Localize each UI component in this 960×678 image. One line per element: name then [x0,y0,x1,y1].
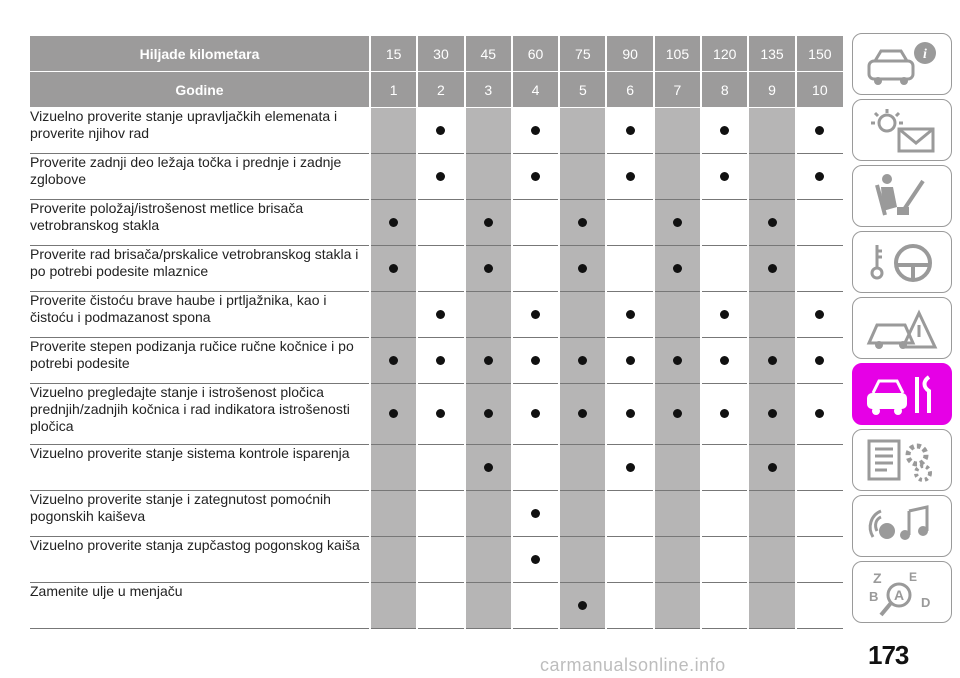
schedule-cell [796,445,843,491]
schedule-cell [796,108,843,154]
check-dot [436,310,445,319]
table-row [30,154,843,200]
schedule-cell [748,200,795,246]
schedule-cell [748,108,795,154]
check-dot [531,555,540,564]
check-dot [389,356,398,365]
check-dot [720,126,729,135]
schedule-cell [417,108,464,154]
table-row [30,445,843,491]
check-dot [720,356,729,365]
schedule-cell [559,292,606,338]
roadside-emergency-icon [863,303,941,353]
schedule-cell [701,338,748,384]
schedule-cell [370,292,417,338]
schedule-cell [370,338,417,384]
schedule-cell [796,491,843,537]
schedule-cell [748,583,795,629]
check-dot [531,509,540,518]
schedule-cell [701,583,748,629]
check-dot [720,172,729,181]
check-dot [436,356,445,365]
table-row [30,537,843,583]
schedule-cell [370,537,417,583]
schedule-cell [748,338,795,384]
check-dot [720,409,729,418]
schedule-cell [654,154,701,200]
schedule-cell [606,445,653,491]
schedule-cell [701,491,748,537]
km-header-9: 135 [748,36,795,72]
check-dot [626,463,635,472]
year-header-5: 5 [559,72,606,108]
schedule-cell [796,384,843,445]
schedule-cell [417,338,464,384]
km-header-label: Hiljade kilometara [30,36,370,72]
schedule-cell [606,583,653,629]
schedule-cell [370,154,417,200]
row-label: Proverite zadnji deo ležaja točka i prednje i zadnje zglobove [30,154,370,200]
check-dot [673,356,682,365]
sidebar-tab-roadside-emergency[interactable] [852,297,952,359]
car-info-icon [863,39,941,89]
km-header-1: 15 [370,36,417,72]
check-dot [531,126,540,135]
schedule-cell [748,292,795,338]
svg-text:Z: Z [873,570,882,586]
row-label: Proverite rad brisača/prskalice vetrobranskog stakla i po potrebi podesite mlaznice [30,246,370,292]
schedule-cell [701,537,748,583]
check-dot [673,264,682,273]
check-dot [389,218,398,227]
schedule-cell [559,154,606,200]
schedule-cell [654,200,701,246]
schedule-cell [465,292,512,338]
year-header-9: 9 [748,72,795,108]
svg-text:E: E [909,570,918,584]
svg-text:D: D [921,595,931,610]
schedule-cell [654,108,701,154]
schedule-cell [796,292,843,338]
check-dot [436,409,445,418]
schedule-cell [417,200,464,246]
schedule-cell [796,583,843,629]
sidebar-tab-multimedia[interactable] [852,495,952,557]
check-dot [815,172,824,181]
table-row [30,292,843,338]
car-maintenance-icon [863,369,941,419]
schedule-cell [465,200,512,246]
schedule-cell [465,338,512,384]
schedule-cell [370,246,417,292]
schedule-cell [748,246,795,292]
sidebar-tab-car-info[interactable] [852,33,952,95]
check-dot [626,409,635,418]
schedule-cell [512,491,559,537]
check-dot [673,218,682,227]
technical-data-icon [863,435,941,485]
sidebar-tab-key-steering-wheel[interactable] [852,231,952,293]
schedule-cell [654,384,701,445]
svg-text:i: i [923,47,927,62]
year-header-4: 4 [512,72,559,108]
schedule-cell [559,445,606,491]
year-header-8: 8 [701,72,748,108]
check-dot [531,356,540,365]
check-dot [484,264,493,273]
check-dot [578,218,587,227]
schedule-cell [606,338,653,384]
table-row [30,108,843,154]
schedule-cell [796,246,843,292]
schedule-cell [748,445,795,491]
schedule-cell [512,338,559,384]
check-dot [531,310,540,319]
check-dot [815,126,824,135]
schedule-cell [559,246,606,292]
km-header-7: 105 [654,36,701,72]
check-dot [626,356,635,365]
year-header-2: 2 [417,72,464,108]
row-label: Proverite položaj/istrošenost metlice brisača vetrobranskog stakla [30,200,370,246]
table-row [30,384,843,445]
check-dot [484,356,493,365]
schedule-cell [606,292,653,338]
km-header-row [30,36,843,72]
schedule-cell [559,491,606,537]
index-search-icon [863,567,941,617]
schedule-cell [465,246,512,292]
check-dot [531,409,540,418]
schedule-cell [748,537,795,583]
schedule-cell [701,445,748,491]
watermark: carmanualsonline.info [540,655,726,675]
row-label: Vizuelno proverite stanje upravljačkih elemenata i proverite njihov rad [30,108,370,154]
page-number: 173 [868,640,909,670]
check-dot [626,172,635,181]
check-dot [578,264,587,273]
schedule-cell [559,338,606,384]
km-header-2: 30 [417,36,464,72]
schedule-cell [701,384,748,445]
schedule-cell [512,537,559,583]
schedule-cell [465,154,512,200]
schedule-cell [370,384,417,445]
schedule-cell [606,154,653,200]
table-row [30,246,843,292]
schedule-cell [748,154,795,200]
row-label: Vizuelno proverite stanje sistema kontrole isparenja [30,445,370,491]
check-dot [389,264,398,273]
check-dot [626,126,635,135]
years-header-label: Godine [30,72,370,108]
year-header-7: 7 [654,72,701,108]
check-dot [720,310,729,319]
schedule-cell [370,108,417,154]
schedule-cell [559,200,606,246]
schedule-cell [512,246,559,292]
table-row [30,338,843,384]
schedule-cell [654,338,701,384]
schedule-cell [465,445,512,491]
schedule-cell [417,154,464,200]
schedule-cell [512,154,559,200]
schedule-cell [796,537,843,583]
schedule-cell [370,491,417,537]
check-dot [578,356,587,365]
check-dot [531,172,540,181]
row-label: Vizuelno proverite stanja zupčastog pogonskog kaiša [30,537,370,583]
schedule-cell [417,246,464,292]
row-label: Vizuelno pregledajte stanje i istrošenost pločica prednjih/zadnjih kočnica i rad indikatora istrošenosti pločica [30,384,370,445]
schedule-cell [796,338,843,384]
row-label: Vizuelno proverite stanje i zategnutost pomoćnih pogonskih kaiševa [30,491,370,537]
check-dot [484,463,493,472]
schedule-cell [465,537,512,583]
schedule-cell [701,154,748,200]
schedule-cell [417,445,464,491]
schedule-cell [606,384,653,445]
check-dot [768,356,777,365]
sidebar-tab-car-maintenance[interactable] [852,363,952,425]
schedule-cell [606,246,653,292]
table-row [30,583,843,629]
schedule-cell [370,583,417,629]
schedule-cell [512,200,559,246]
check-dot [578,601,587,610]
sidebar-tab-seat-safety[interactable] [852,165,952,227]
schedule-cell [748,384,795,445]
check-dot [768,218,777,227]
check-dot [626,310,635,319]
sidebar-tab-warning-lights[interactable] [852,99,952,161]
warning-lights-icon [863,105,941,155]
schedule-cell [512,445,559,491]
row-label: Proverite čistoću brave haube i prtljažnika, kao i čistoću i podmazanost spona [30,292,370,338]
schedule-cell [417,491,464,537]
table-row [30,491,843,537]
schedule-cell [606,200,653,246]
multimedia-icon [863,501,941,551]
schedule-cell [701,108,748,154]
year-header-6: 6 [606,72,653,108]
schedule-cell [512,108,559,154]
schedule-cell [512,384,559,445]
year-header-10: 10 [796,72,843,108]
schedule-cell [465,583,512,629]
check-dot [436,172,445,181]
schedule-cell [654,292,701,338]
maintenance-schedule-table [30,36,843,629]
schedule-cell [370,200,417,246]
km-header-3: 45 [465,36,512,72]
chapter-sidebar [852,33,952,627]
schedule-cell [606,537,653,583]
check-dot [815,356,824,365]
schedule-cell [417,537,464,583]
schedule-cell [465,108,512,154]
km-header-8: 120 [701,36,748,72]
check-dot [768,409,777,418]
check-dot [815,310,824,319]
schedule-cell [559,384,606,445]
schedule-cell [559,537,606,583]
table-body [30,108,843,629]
schedule-cell [701,292,748,338]
schedule-cell [606,491,653,537]
check-dot [578,409,587,418]
table-row [30,200,843,246]
schedule-cell [512,583,559,629]
seat-safety-icon [863,171,941,221]
schedule-cell [417,292,464,338]
row-label: Zamenite ulje u menjaču [30,583,370,629]
schedule-cell [465,491,512,537]
check-dot [436,126,445,135]
schedule-cell [748,491,795,537]
schedule-cell [654,445,701,491]
check-dot [768,264,777,273]
schedule-cell [654,491,701,537]
km-header-4: 60 [512,36,559,72]
schedule-cell [559,583,606,629]
check-dot [673,409,682,418]
check-dot [484,409,493,418]
year-header-3: 3 [465,72,512,108]
schedule-cell [796,200,843,246]
sidebar-tab-index-search[interactable] [852,561,952,623]
schedule-cell [796,154,843,200]
schedule-cell [417,384,464,445]
schedule-cell [370,445,417,491]
schedule-cell [701,246,748,292]
schedule-cell [465,384,512,445]
check-dot [815,409,824,418]
check-dot [389,409,398,418]
schedule-cell [512,292,559,338]
sidebar-tab-technical-data[interactable] [852,429,952,491]
schedule-cell [606,108,653,154]
row-label: Proverite stepen podizanja ručice ručne kočnice i po potrebi podesite [30,338,370,384]
svg-text:B: B [869,589,879,604]
schedule-cell [654,246,701,292]
schedule-cell [654,537,701,583]
schedule-cell [559,108,606,154]
check-dot [484,218,493,227]
km-header-10: 150 [796,36,843,72]
check-dot [768,463,777,472]
schedule-cell [417,583,464,629]
km-header-6: 90 [606,36,653,72]
year-header-1: 1 [370,72,417,108]
svg-text:A: A [893,587,905,603]
schedule-cell [701,200,748,246]
years-header-row [30,72,843,108]
km-header-5: 75 [559,36,606,72]
schedule-cell [654,583,701,629]
key-steering-wheel-icon [863,237,941,287]
